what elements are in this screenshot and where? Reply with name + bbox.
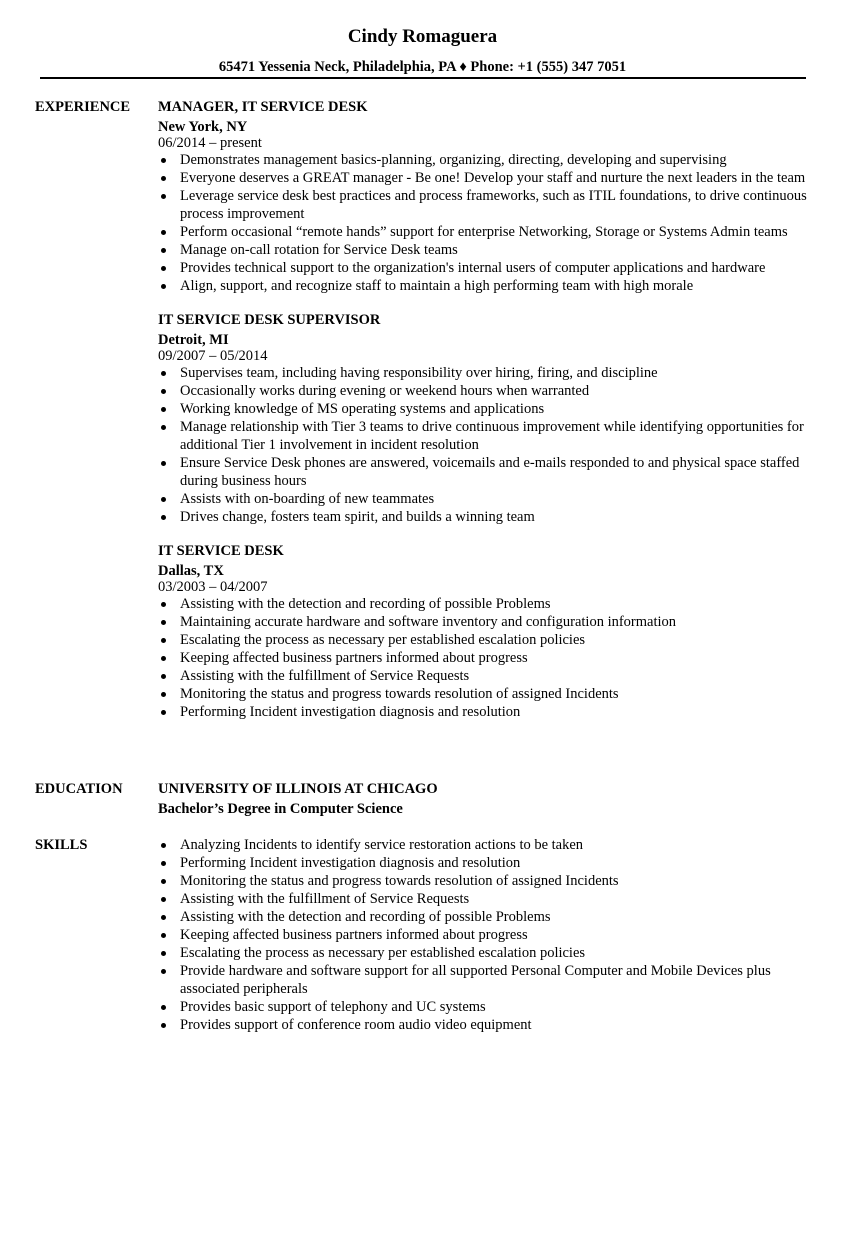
job-entry — [158, 311, 818, 526]
skill-item: Keeping affected business partners informed about progress — [158, 926, 818, 944]
job-bullet: Assists with on-boarding of new teammates — [158, 490, 818, 508]
job-bullet: Occasionally works during evening or weekend hours when warranted — [158, 382, 818, 400]
job-bullet: Provides technical support to the organization's internal users of computer applications and hardware — [158, 259, 818, 277]
job-title: MANAGER, IT SERVICE DESK — [158, 99, 368, 115]
job-bullet: Supervises team, including having responsibility over hiring, firing, and discipline — [158, 364, 818, 382]
job-bullet: Drives change, fosters team spirit, and builds a winning team — [158, 508, 818, 526]
job-bullet: Align, support, and recognize staff to maintain a high performing team with high morale — [158, 277, 818, 295]
job-bullets — [158, 151, 818, 295]
contact-line: 65471 Yessenia Neck, Philadelphia, PA ♦ Phone: +1 (555) 347 7051 — [218, 59, 627, 75]
job-bullet: Escalating the process as necessary per established escalation policies — [158, 631, 818, 649]
job-location: Detroit, MI — [158, 332, 229, 348]
skill-item: Assisting with the detection and recording of possible Problems — [158, 908, 818, 926]
job-bullet: Perform occasional “remote hands” support for enterprise Networking, Storage or Systems Admin teams — [158, 223, 818, 241]
job-bullet: Keeping affected business partners informed about progress — [158, 649, 818, 667]
job-entry — [158, 542, 818, 721]
skill-item: Escalating the process as necessary per established escalation policies — [158, 944, 818, 962]
job-bullet: Everyone deserves a GREAT manager - Be one! Develop your staff and nurture the next leaders in the team — [158, 169, 818, 187]
skills-heading: SKILLS — [35, 837, 88, 853]
job-bullet: Demonstrates management basics-planning, organizing, directing, developing and supervising — [158, 151, 818, 169]
experience-heading: EXPERIENCE — [35, 99, 131, 115]
job-bullets — [158, 595, 818, 721]
job-dates: 09/2007 – 05/2014 — [158, 348, 268, 364]
job-bullet: Performing Incident investigation diagnosis and resolution — [158, 703, 818, 721]
job-location: Dallas, TX — [158, 563, 224, 579]
job-title: IT SERVICE DESK — [158, 543, 284, 559]
skill-item: Assisting with the fulfillment of Service Requests — [158, 890, 818, 908]
skill-item: Provide hardware and software support for all supported Personal Computer and Mobile Devices plus associated peripherals — [158, 962, 818, 998]
degree-name: Bachelor’s Degree in Computer Science — [158, 801, 403, 817]
skill-item: Monitoring the status and progress towards resolution of assigned Incidents — [158, 872, 818, 890]
education-heading: EDUCATION — [35, 781, 123, 797]
school-name: UNIVERSITY OF ILLINOIS AT CHICAGO — [158, 781, 438, 797]
skill-item: Analyzing Incidents to identify service restoration actions to be taken — [158, 836, 818, 854]
job-bullet: Assisting with the detection and recording of possible Problems — [158, 595, 818, 613]
job-entry — [158, 98, 818, 295]
header-divider — [40, 77, 806, 79]
job-dates: 06/2014 – present — [158, 135, 262, 151]
skill-item: Performing Incident investigation diagnosis and resolution — [158, 854, 818, 872]
education-body — [158, 780, 818, 818]
job-bullet: Monitoring the status and progress towards resolution of assigned Incidents — [158, 685, 818, 703]
job-bullet: Manage relationship with Tier 3 teams to drive continuous improvement while identifying opportunities for additional Tier 1 involvement in incident resolution — [158, 418, 818, 454]
job-bullet: Maintaining accurate hardware and software inventory and configuration information — [158, 613, 818, 631]
job-bullet: Ensure Service Desk phones are answered, voicemails and e-mails responded to and physical space staffed during business hours — [158, 454, 818, 490]
candidate-name: Cindy Romaguera — [347, 26, 498, 47]
skill-item: Provides basic support of telephony and UC systems — [158, 998, 818, 1016]
job-bullet: Leverage service desk best practices and process frameworks, such as ITIL foundations, to drive continuous process improvement — [158, 187, 818, 223]
job-title: IT SERVICE DESK SUPERVISOR — [158, 312, 381, 328]
skill-item: Provides support of conference room audio video equipment — [158, 1016, 818, 1034]
skills-body — [158, 836, 818, 1034]
job-bullet: Working knowledge of MS operating systems and applications — [158, 400, 818, 418]
job-location: New York, NY — [158, 119, 248, 135]
job-dates: 03/2003 – 04/2007 — [158, 579, 268, 595]
skills-list — [158, 836, 818, 1034]
job-bullet: Manage on-call rotation for Service Desk teams — [158, 241, 818, 259]
experience-body — [158, 98, 818, 737]
job-bullets — [158, 364, 818, 526]
job-bullet: Assisting with the fulfillment of Service Requests — [158, 667, 818, 685]
